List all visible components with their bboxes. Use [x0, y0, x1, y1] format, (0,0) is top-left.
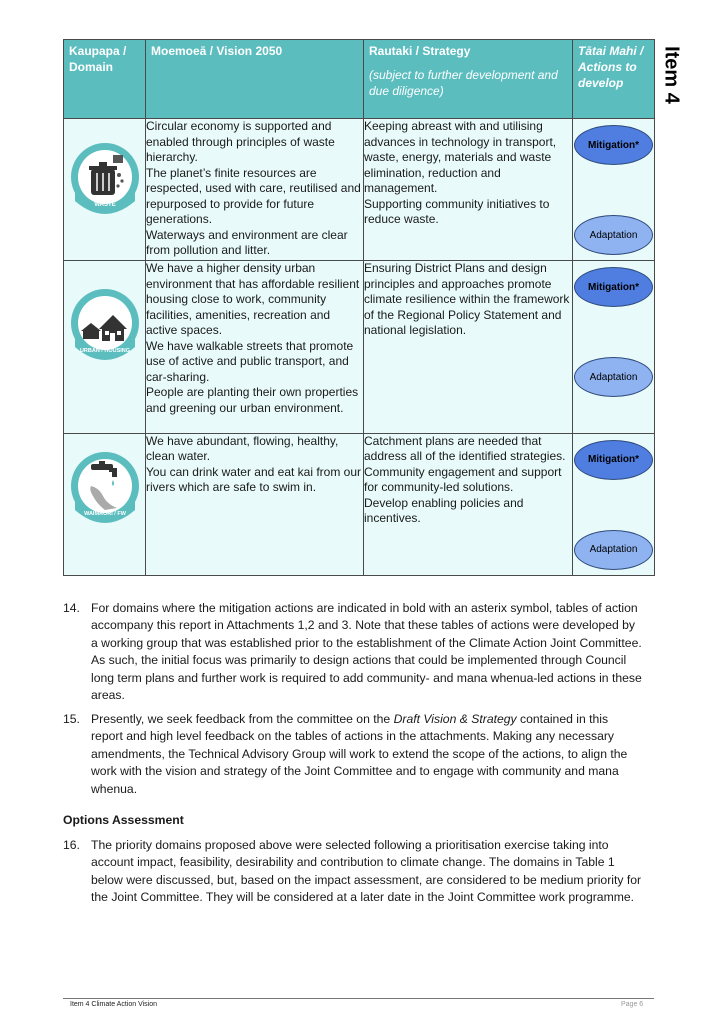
header-actions: Tātai Mahi / Actions to develop — [573, 40, 655, 119]
item-tab — [655, 44, 687, 106]
footer-page-number: Page 6 — [621, 1001, 644, 1008]
item-tab-label: Item 4 — [660, 46, 683, 104]
adaptation-oval: Adaptation — [574, 357, 653, 397]
header-domain: Kaupapa / Domain — [64, 40, 146, 119]
actions-cell — [573, 433, 655, 575]
strategy-line: Keeping abreast with and utilising advances in technology in transport, waste, energy, materials and waste elimination, reduction and management. — [364, 119, 557, 195]
paragraph-14 — [63, 600, 643, 704]
strategy-cell — [364, 433, 573, 575]
paragraph-15 — [63, 711, 643, 798]
strategy-cell — [364, 119, 573, 261]
adaptation-oval: Adaptation — [574, 530, 653, 570]
water-tap-icon — [69, 450, 141, 526]
header-strategy-title: Rautaki / Strategy — [369, 44, 471, 58]
table-row — [64, 433, 655, 575]
strategy-line: Catchment plans are needed that address all of the identified strategies. — [364, 433, 566, 464]
vision-line: We have walkable streets that promote use of active and public transport, and car-sharing. — [146, 338, 354, 384]
domain-cell — [64, 261, 146, 433]
domain-label: URBAN / HOUSING — [79, 348, 131, 355]
section-heading: Options Assessment — [63, 813, 184, 827]
footer-divider — [63, 998, 654, 999]
table-row — [64, 119, 655, 261]
paragraph-number: 14. — [63, 601, 80, 615]
vision-cell — [146, 433, 364, 575]
paragraph-text-italic: Draft Vision & Strategy — [393, 712, 517, 726]
paragraph-text-before: Presently, we seek feedback from the committee on the — [91, 712, 394, 726]
strategy-line: Supporting community initiatives to reduce waste. — [364, 196, 550, 226]
mitigation-oval: Mitigation* — [574, 125, 653, 165]
strategy-line: Ensuring District Plans and design principles and approaches promote climate resilience within the framework of the Regional Policy Statement and national legislation. — [364, 261, 570, 338]
vision-cell — [146, 119, 364, 261]
vision-line: We have abundant, flowing, healthy, clean water. — [146, 433, 339, 464]
paragraph-number: 16. — [63, 838, 80, 852]
vision-line: People are planting their own properties and greening our urban environment. — [146, 385, 359, 415]
paragraph-16 — [63, 837, 643, 907]
header-strategy-note: (subject to further development and due diligence) — [369, 68, 558, 98]
paragraph-text: The priority domains proposed above were selected following a prioritisation exercise taking into account impact, feasibility, desirability and contribution to climate change. The domains in Table 1 below were discussed, but, based on the impact assessment, are considered to be medium priority for the Joint Committee. They will be considered at a later date in the Joint Committee work programme. — [91, 838, 642, 905]
table-header-row — [64, 40, 655, 119]
vision-cell — [146, 261, 364, 433]
vision-line: The planet’s finite resources are respected, used with care, reutilised and repurposed to provide for future generations. — [146, 165, 361, 226]
domain-label: WASTE — [94, 202, 116, 208]
adaptation-oval: Adaptation — [574, 215, 653, 255]
vision-line: You can drink water and eat kai from our rivers which are safe to swim in. — [146, 464, 362, 495]
paragraph-text-after: contained in this report and high level feedback on the tables of actions in the attachments. Making any necessary amendments, the Technical Advisory Group will work to extend the scope of the actions, to align the work with the vision and strategy of the Joint Committee and to engage with community and mana whenua. — [91, 712, 628, 796]
footer-title: Item 4 Climate Action Vision — [70, 1001, 158, 1008]
vision-strategy-table — [63, 39, 655, 576]
vision-line: Waterways and environment are clear from pollution and litter. — [146, 227, 348, 257]
table-row — [64, 261, 655, 433]
strategy-line: Community engagement and support for community-led solutions. — [364, 464, 562, 495]
houses-icon — [69, 287, 141, 363]
domain-label: WAIMĀORI / FW — [84, 510, 126, 517]
domain-cell — [64, 433, 146, 575]
vision-line: We have a higher density urban environment that has affordable resilient housing close to work, community facilities, amenities, recreation and active spaces. — [146, 261, 360, 338]
paragraph-number: 15. — [63, 712, 80, 726]
paragraph-text — [91, 711, 643, 798]
actions-cell — [573, 261, 655, 433]
strategy-cell — [364, 261, 573, 433]
mitigation-oval: Mitigation* — [574, 267, 653, 307]
paragraph-text: For domains where the mitigation actions are indicated in bold with an asterix symbol, tables of action accompany this report in Attachments 1,2 and 3. Note that these tables of actions were developed by a working group that was established prior to the establishment of the Climate Action Joint Committee. As such, the initial focus was primarily to design actions that could be implemented through Council long term plans and further work is required to add community- and mana whenua-led actions in these areas. — [91, 601, 642, 703]
domain-cell — [64, 119, 146, 261]
actions-cell — [573, 119, 655, 261]
strategy-line: Develop enabling policies and incentives. — [364, 495, 524, 526]
header-vision: Moemoeā / Vision 2050 — [146, 40, 364, 119]
waste-bin-icon — [69, 141, 141, 217]
vision-line: Circular economy is supported and enabled through principles of waste hierarchy. — [146, 119, 335, 164]
mitigation-oval: Mitigation* — [574, 440, 653, 480]
header-strategy — [364, 40, 573, 119]
